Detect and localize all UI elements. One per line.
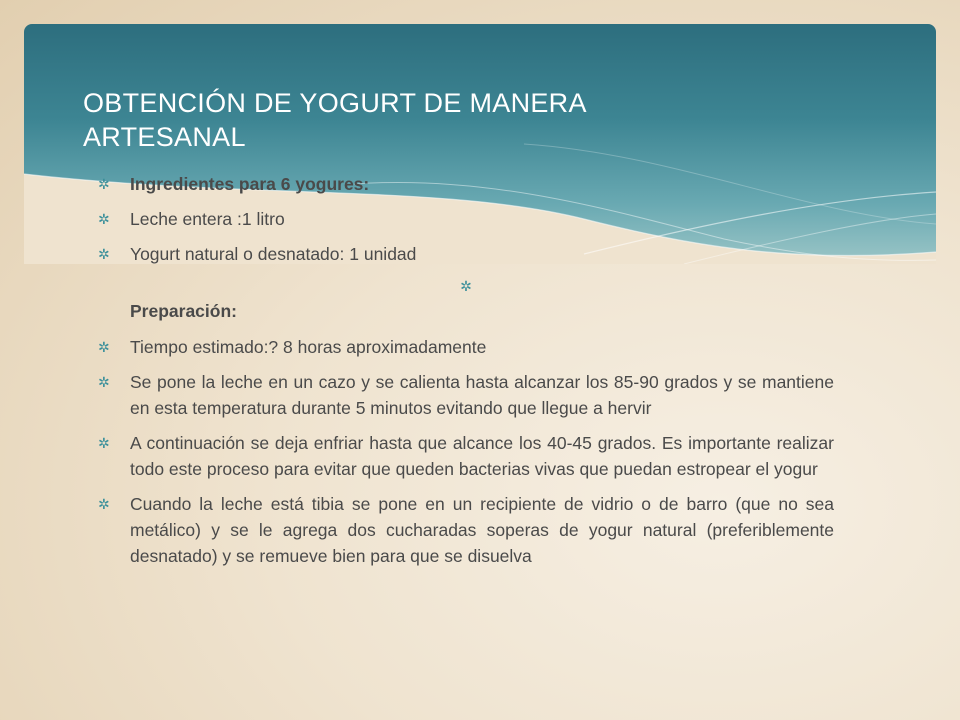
asterisk-bullet-icon: ✲	[98, 374, 110, 390]
step-mix: Cuando la leche está tibia se pone en un recipiente de vidrio o de barro (que no sea metálico) y se le agrega dos cucharadas soperas de yogur natural (preferiblemente desnatado) y se remueve bien para que se disuelva	[130, 494, 834, 566]
asterisk-bullet-icon: ✲	[98, 339, 110, 355]
list-item	[98, 171, 834, 197]
title-line-2: ARTESANAL	[83, 122, 246, 152]
list-item	[98, 491, 834, 569]
ingredient-milk: Leche entera :1 litro	[130, 209, 285, 229]
step-heat: Se pone la leche en un cazo y se calienta hasta alcanzar los 85-90 grados y se mantiene en esta temperatura durante 5 minutos evitando que llegue a hervir	[130, 372, 834, 418]
ingredient-yogurt: Yogurt natural o desnatado: 1 unidad	[130, 244, 417, 264]
list-item	[98, 241, 834, 267]
asterisk-bullet-icon: ✲	[98, 246, 110, 262]
step-time: Tiempo estimado:? 8 horas aproximadamente	[130, 337, 487, 357]
list-item	[98, 334, 834, 360]
list-item	[98, 430, 834, 482]
step-cool: A continuación se deja enfriar hasta que alcance los 40-45 grados. Es importante realizar todo este proceso para evitar que queden bacterias vivas que puedan estropear el yogur	[130, 433, 834, 479]
asterisk-bullet-icon: ✲	[98, 496, 110, 512]
preparation-heading: Preparación:	[130, 301, 237, 321]
list-item	[98, 206, 834, 232]
ingredients-heading: Ingredientes para 6 yogures:	[130, 174, 370, 194]
list-item	[98, 369, 834, 421]
asterisk-bullet-icon: ✲	[98, 176, 110, 192]
asterisk-bullet-icon: ✲	[460, 278, 472, 294]
asterisk-bullet-icon: ✲	[98, 211, 110, 227]
asterisk-bullet-icon: ✲	[98, 435, 110, 451]
slide-content	[98, 171, 834, 578]
page-title	[83, 86, 703, 154]
title-line-1: OBTENCIÓN DE YOGURT DE MANERA	[83, 88, 587, 118]
